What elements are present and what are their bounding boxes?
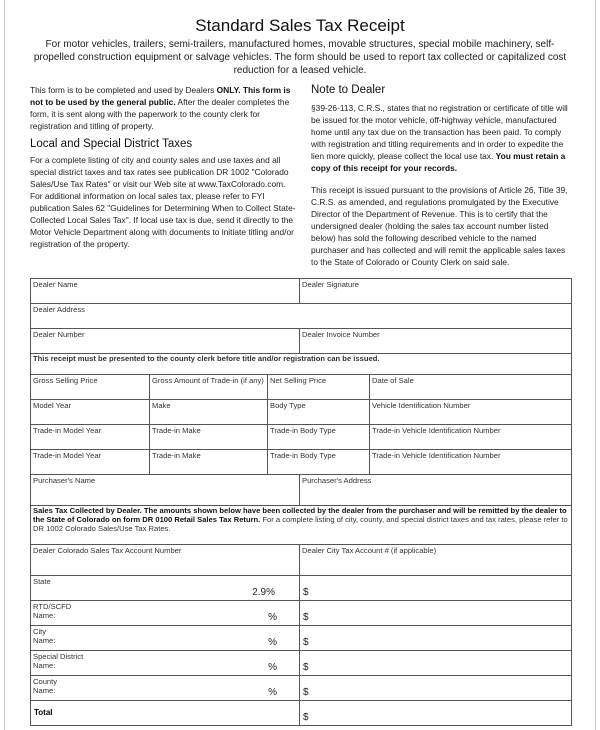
city-tax-row[interactable]	[31, 626, 300, 651]
vin-label: Vehicle Identification Number	[372, 401, 471, 410]
intro-text-continued: After the dealer completes the form, it is sent along with the paperwork to the county clerk for registration and titling of property.	[30, 97, 290, 131]
county-tax-amount[interactable]	[300, 676, 572, 701]
dealer-number-field[interactable]	[31, 329, 300, 354]
special-district-percent: %	[268, 662, 278, 673]
colorado-account-label: Dealer Colorado Sales Tax Account Number	[33, 546, 182, 555]
right-column	[311, 84, 573, 268]
trade-in-make-label: Trade-in Make	[152, 426, 201, 435]
body-type-label: Body Type	[270, 401, 306, 410]
document-title: Standard Sales Tax Receipt	[195, 16, 405, 35]
note-text: §39-26-113, C.R.S., states that no registration or certificate of title will be issued for the motor vehicle, off-highway vehicle, manufactured home until any tax due on the transaction has been paid. To comply with registration and titling requirements and in order to expedite the lien more quickly, please collect the local use tax.	[311, 103, 568, 161]
city-label: City	[33, 627, 47, 636]
trade-in-make-field-2[interactable]	[150, 450, 268, 475]
trade-in-make-field[interactable]	[150, 425, 268, 450]
dealer-name-field[interactable]	[31, 279, 300, 304]
dollar-sign: $	[303, 687, 309, 698]
county-label: County	[33, 677, 58, 686]
dollar-sign: $	[303, 612, 309, 623]
dealer-address-field[interactable]	[31, 304, 572, 329]
left-column	[30, 84, 296, 250]
gross-selling-price-field[interactable]	[31, 375, 150, 400]
note-paragraph-1	[311, 102, 573, 174]
trade-in-model-year-label-2: Trade-in Model Year	[33, 451, 102, 460]
sales-tax-bold-text: Sales Tax Collected by Dealer. The amounts shown below have been collected by the dealer from the purchaser and will be remitted by the dealer to the State of Colorado on form DR 0100 Retail Sales Tax Return.	[33, 506, 567, 524]
total-label: Total	[34, 708, 53, 717]
purchaser-name-label: Purchaser's Name	[33, 476, 96, 485]
dealer-name-label: Dealer Name	[33, 280, 78, 289]
city-account-label: Dealer City Tax Account # (if applicable)	[302, 546, 437, 555]
retain-copy-text: You must retain a copy of this receipt for your records.	[311, 151, 566, 173]
gross-trade-in-label: Gross Amount of Trade-in (if any)	[152, 376, 264, 385]
sales-tax-rest-text: For a complete listing of city, county, and special district taxes and tax rates, please refer to DR 1002 Colorado Sales/Use Tax Rates.	[33, 515, 568, 533]
date-of-sale-field[interactable]	[370, 375, 572, 400]
state-rate: 2.9%	[252, 587, 276, 598]
trade-in-make-label-2: Trade-in Make	[152, 451, 201, 460]
make-field[interactable]	[150, 400, 268, 425]
trade-in-model-year-field[interactable]	[31, 425, 150, 450]
dealer-signature-field[interactable]	[300, 279, 572, 304]
purchaser-address-field[interactable]	[300, 475, 572, 506]
gross-trade-in-field[interactable]	[150, 375, 268, 400]
model-year-field[interactable]	[31, 400, 150, 425]
purchaser-address-label: Purchaser's Address	[302, 476, 372, 485]
city-name-label: Name:	[33, 636, 56, 645]
net-selling-price-field[interactable]	[268, 375, 370, 400]
purchaser-name-field[interactable]	[31, 475, 300, 506]
presentation-notice: This receipt must be presented to the county clerk before title and/or registration can be issued.	[31, 354, 572, 375]
document-subtitle: For motor vehicles, trailers, semi-trailers, manufactured homes, movable structures, special mobile machinery, self-propelled construction equipment or salvage vehicles. The form should be used to report tax collected or capitalized cost reduction for a leased vehicle.	[33, 39, 567, 76]
local-taxes-paragraph: For a complete listing of city and county sales and use taxes and all special district taxes and tax rates see publication DR 1002 "Colorado Sales/Use Tax Rates" or visit our Web site at www.TaxColorado.com. For additional information on local sales tax, please refer to FYI publication Sales 62 "Guidelines for Determining When to Collect State-Collected Local Sales Tax". If local use tax is due, send it directly to the Motor Vehicle Department along with documents to initiate titling and/or registration of the property.	[30, 155, 296, 249]
rtd-tax-amount[interactable]	[300, 601, 572, 626]
dealer-invoice-number-field[interactable]	[300, 329, 572, 354]
sales-tax-collected-note	[31, 506, 572, 545]
state-tax-amount[interactable]	[300, 576, 572, 601]
total-row	[31, 701, 300, 726]
trade-in-model-year-field-2[interactable]	[31, 450, 150, 475]
city-account-field[interactable]	[300, 545, 572, 576]
receipt-form-table	[30, 278, 572, 726]
trade-in-body-type-label-2: Trade-in Body Type	[270, 451, 336, 460]
dealer-invoice-number-label: Dealer Invoice Number	[302, 330, 380, 339]
make-label: Make	[152, 401, 171, 410]
dealer-intro	[30, 84, 296, 132]
date-of-sale-label: Date of Sale	[372, 376, 414, 385]
trade-in-vin-label: Trade-in Vehicle Identification Number	[372, 426, 501, 435]
dollar-sign: $	[303, 637, 309, 648]
trade-in-body-type-label: Trade-in Body Type	[270, 426, 336, 435]
special-district-tax-amount[interactable]	[300, 651, 572, 676]
trade-in-body-type-field[interactable]	[268, 425, 370, 450]
county-tax-row[interactable]	[31, 676, 300, 701]
rtd-label: RTD/SCFD	[33, 602, 72, 611]
gross-selling-price-label: Gross Selling Price	[33, 376, 98, 385]
dealer-number-label: Dealer Number	[33, 330, 85, 339]
trade-in-vin-label-2: Trade-in Vehicle Identification Number	[372, 451, 501, 460]
trade-in-model-year-label: Trade-in Model Year	[33, 426, 102, 435]
intro-bold-text: ONLY. This form is not to be used by the general public.	[30, 85, 291, 107]
state-tax-row	[31, 576, 300, 601]
net-selling-price-label: Net Selling Price	[270, 376, 327, 385]
dollar-sign: $	[303, 712, 309, 723]
county-percent: %	[268, 687, 278, 698]
rtd-name-label: Name:	[33, 611, 56, 620]
trade-in-vin-field-2[interactable]	[370, 450, 572, 475]
dealer-address-label: Dealer Address	[33, 305, 85, 314]
special-district-label: Special District	[33, 652, 84, 661]
total-amount[interactable]	[300, 701, 572, 726]
city-percent: %	[268, 637, 278, 648]
vin-field[interactable]	[370, 400, 572, 425]
state-label: State	[33, 577, 51, 586]
local-taxes-heading: Local and Special District Taxes	[30, 138, 193, 150]
dollar-sign: $	[303, 587, 309, 598]
model-year-label: Model Year	[33, 401, 71, 410]
dollar-sign: $	[303, 662, 309, 673]
city-tax-amount[interactable]	[300, 626, 572, 651]
note-paragraph-2: This receipt is issued pursuant to the provisions of Article 26, Title 39, C.R.S. as amended, and regulations promulgated by the Executive Director of the Department of Revenue. This is to certify that the undersigned dealer (holding the sales tax account number listed below) has sold the following described vehicle to the named purchaser and has collected and will remit the applicable sales taxes to the State of Colorado or County Clerk on said sale.	[311, 185, 568, 267]
trade-in-vin-field[interactable]	[370, 425, 572, 450]
county-name-label: Name:	[33, 686, 56, 695]
rtd-percent: %	[268, 612, 278, 623]
special-district-name-label: Name:	[33, 661, 56, 670]
special-district-tax-row[interactable]	[31, 651, 300, 676]
rtd-tax-row[interactable]	[31, 601, 300, 626]
dealer-signature-label: Dealer Signature	[302, 280, 360, 289]
body-type-field[interactable]	[268, 400, 370, 425]
note-to-dealer-heading: Note to Dealer	[311, 84, 386, 96]
colorado-account-field[interactable]	[31, 545, 300, 576]
intro-text: This form is to be completed and used by Dealers	[30, 85, 217, 95]
trade-in-body-type-field-2[interactable]	[268, 450, 370, 475]
